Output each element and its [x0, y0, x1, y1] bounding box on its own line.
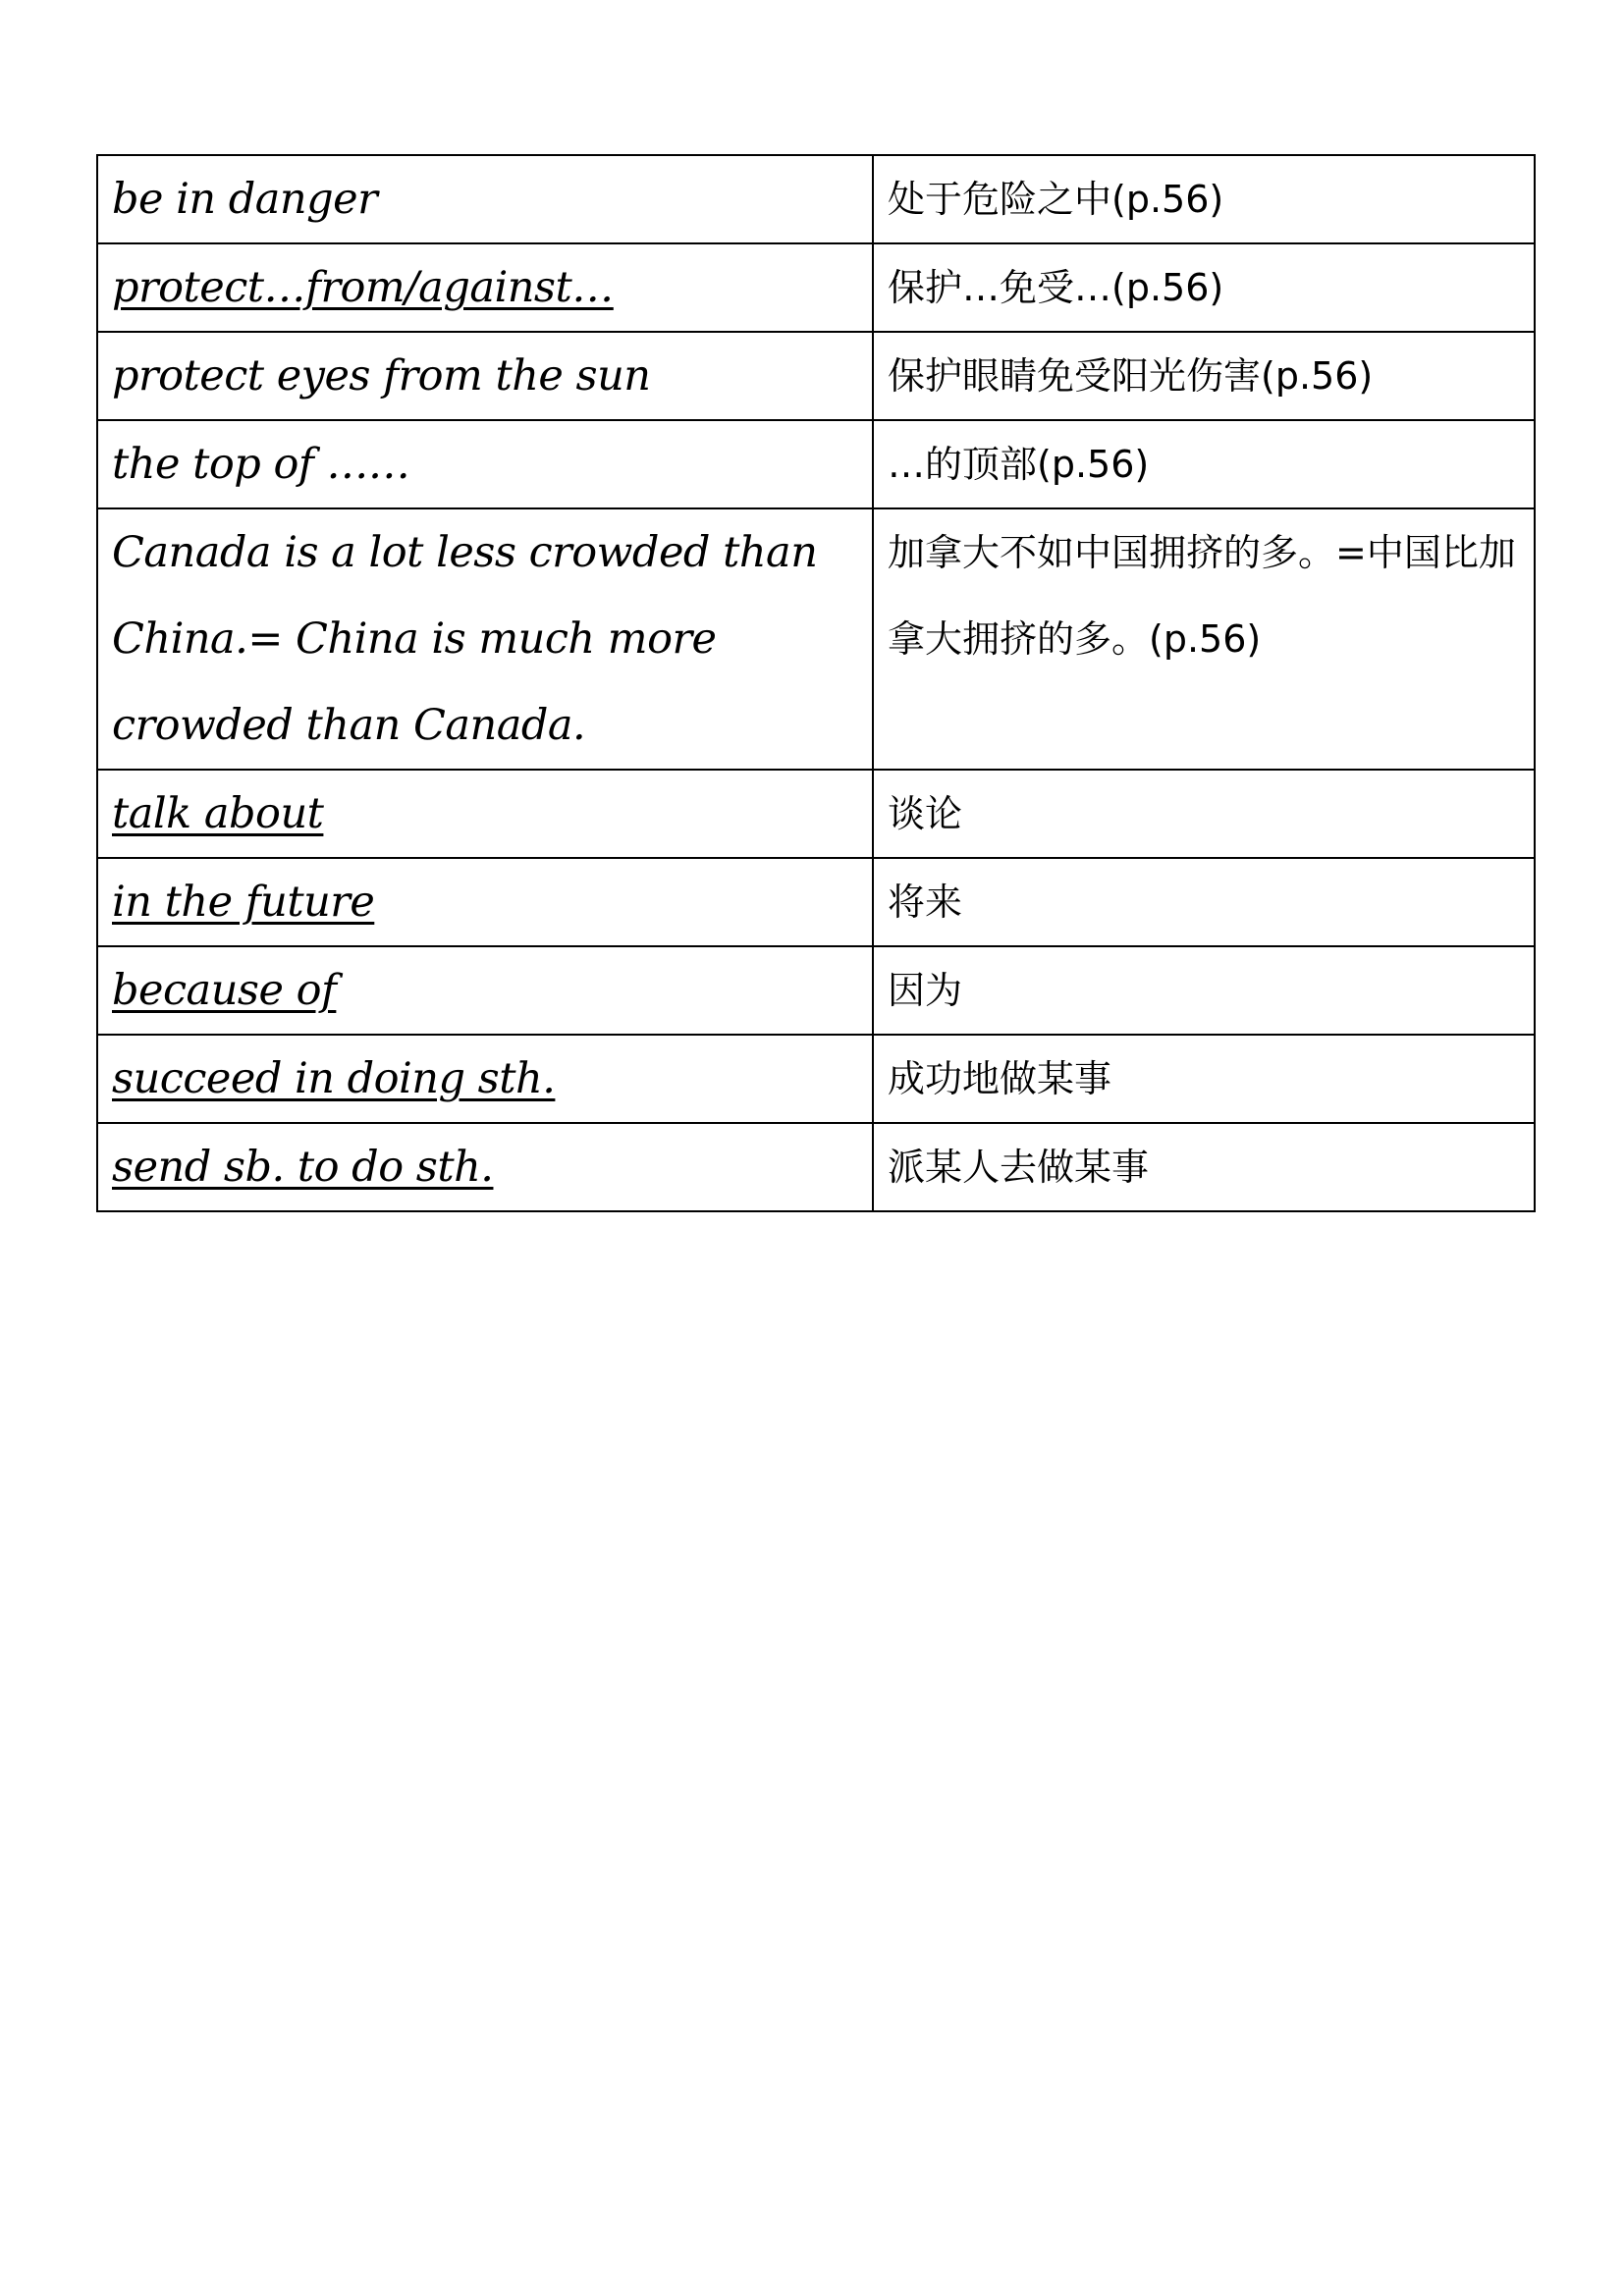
table-row	[97, 770, 1535, 858]
table-row	[97, 155, 1535, 243]
table-row	[97, 1035, 1535, 1123]
chinese-meaning-cell	[873, 508, 1535, 770]
chinese-meaning: 保护眼睛免受阳光伤害(p.56)	[888, 354, 1374, 398]
chinese-meaning-cell	[873, 420, 1535, 508]
chinese-meaning-cell	[873, 858, 1535, 946]
english-phrase: talk about	[112, 789, 324, 838]
english-phrase-cell	[97, 858, 873, 946]
english-phrase: be in danger	[112, 175, 378, 224]
chinese-meaning-cell	[873, 243, 1535, 332]
english-phrase-cell	[97, 1035, 873, 1123]
english-phrase-cell	[97, 420, 873, 508]
chinese-meaning: 将来	[888, 881, 963, 924]
table-row	[97, 858, 1535, 946]
english-phrase-cell	[97, 332, 873, 420]
english-phrase-cell	[97, 155, 873, 243]
chinese-meaning: …的顶部(p.56)	[888, 443, 1150, 486]
chinese-meaning: 因为	[888, 969, 963, 1012]
english-phrase: because of	[112, 966, 337, 1015]
chinese-meaning-cell	[873, 1123, 1535, 1211]
chinese-meaning: 成功地做某事	[888, 1057, 1112, 1100]
english-phrase-cell	[97, 243, 873, 332]
chinese-meaning-cell	[873, 946, 1535, 1035]
english-phrase-cell	[97, 1123, 873, 1211]
chinese-meaning: 处于危险之中(p.56)	[888, 178, 1224, 221]
chinese-meaning-cell	[873, 770, 1535, 858]
english-phrase: succeed in doing sth.	[112, 1054, 556, 1103]
table-row	[97, 243, 1535, 332]
chinese-meaning: 保护…免受…(p.56)	[888, 266, 1224, 309]
chinese-meaning: 谈论	[888, 792, 963, 835]
english-phrase: in the future	[112, 878, 375, 927]
table-row	[97, 508, 1535, 770]
chinese-meaning-cell	[873, 332, 1535, 420]
chinese-meaning-cell	[873, 155, 1535, 243]
english-phrase: the top of ……	[112, 440, 410, 489]
english-phrase: Canada is a lot less crowded than China.= China is much more crowded than Canada.	[112, 528, 818, 750]
english-phrase: protect…from/against…	[112, 263, 614, 312]
chinese-meaning: 派某人去做某事	[888, 1146, 1150, 1189]
table-row	[97, 332, 1535, 420]
table-row	[97, 420, 1535, 508]
english-phrase-cell	[97, 508, 873, 770]
english-phrase-cell	[97, 946, 873, 1035]
chinese-meaning: 加拿大不如中国拥挤的多。=中国比加拿大拥挤的多。(p.56)	[888, 531, 1516, 661]
vocabulary-table	[96, 154, 1536, 1212]
english-phrase-cell	[97, 770, 873, 858]
english-phrase: send sb. to do sth.	[112, 1143, 494, 1192]
table-row	[97, 946, 1535, 1035]
english-phrase: protect eyes from the sun	[112, 351, 651, 400]
chinese-meaning-cell	[873, 1035, 1535, 1123]
table-row	[97, 1123, 1535, 1211]
